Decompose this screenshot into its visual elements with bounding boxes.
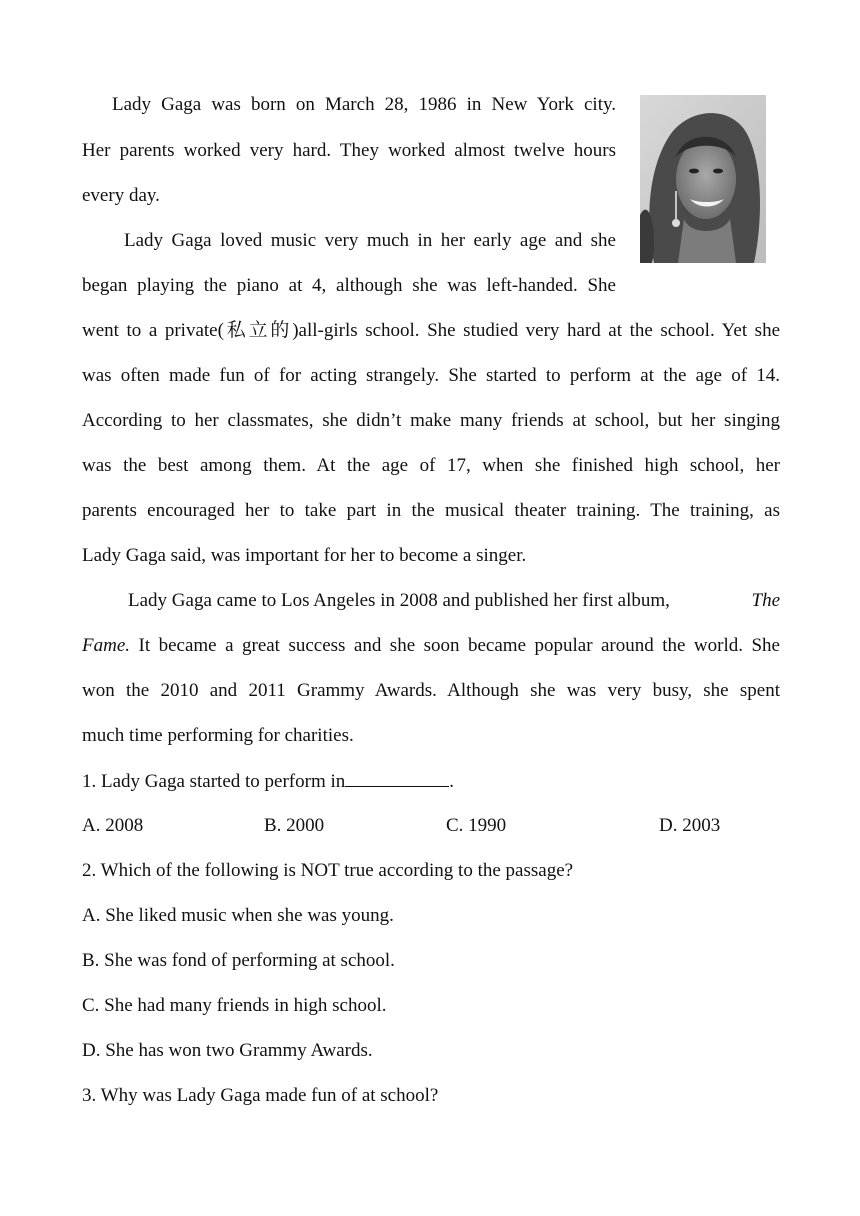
passage-line: parents encouraged her to take part in the musical theater training. The training, as	[82, 500, 780, 521]
passage-line: much time performing for charities.	[82, 725, 354, 746]
answer-blank[interactable]	[345, 769, 449, 787]
album-title: The	[751, 590, 780, 611]
option-b: B. 2000	[264, 815, 325, 836]
question-1	[82, 769, 454, 794]
passage-text: Lady Gaga came to Los Angeles in 2008 and published her first album,	[128, 590, 670, 611]
option-a: A. She liked music when she was young.	[82, 905, 394, 926]
option-c: C. 1990	[446, 815, 507, 836]
passage-line: won the 2010 and 2011 Grammy Awards. Although she was very busy, she spent	[82, 680, 780, 701]
passage-line: was often made fun of for acting strangely. She started to perform at the age of 14.	[82, 365, 780, 386]
passage-line	[128, 589, 780, 613]
option-b: B. She was fond of performing at school.	[82, 950, 395, 971]
album-title: Fame.	[82, 635, 131, 656]
passage-line	[82, 634, 780, 658]
passage-line: Lady Gaga was born on March 28, 1986 in New York city.	[112, 94, 616, 115]
option-a: A. 2008	[82, 815, 144, 836]
passage-line: Lady Gaga said, was important for her to become a singer.	[82, 545, 527, 566]
option-c: C. She had many friends in high school.	[82, 995, 387, 1016]
passage-line: was the best among them. At the age of 17, when she finished high school, her	[82, 455, 780, 476]
passage-line: every day.	[82, 185, 160, 206]
question-end: .	[449, 771, 455, 792]
passage-line: According to her classmates, she didn’t make many friends at school, but her singing	[82, 410, 780, 431]
passage-line: began playing the piano at 4, although she was left-handed. She	[82, 275, 616, 296]
passage-line: went to a private(私立的)all-girls school. She studied very hard at the school. Yet she	[82, 320, 780, 341]
passage-text: It became a great success and she soon became popular around the world. She	[130, 635, 780, 656]
question-stem: 1. Lady Gaga started to perform in	[82, 771, 346, 792]
question-3-stem: 3. Why was Lady Gaga made fun of at school?	[82, 1085, 439, 1106]
passage-line: Her parents worked very hard. They worked almost twelve hours	[82, 140, 616, 161]
option-d: D. 2003	[659, 815, 721, 836]
option-d: D. She has won two Grammy Awards.	[82, 1040, 373, 1061]
passage-line: Lady Gaga loved music very much in her early age and she	[124, 230, 616, 251]
portrait-photo	[640, 95, 766, 263]
question-2-stem: 2. Which of the following is NOT true according to the passage?	[82, 860, 574, 881]
